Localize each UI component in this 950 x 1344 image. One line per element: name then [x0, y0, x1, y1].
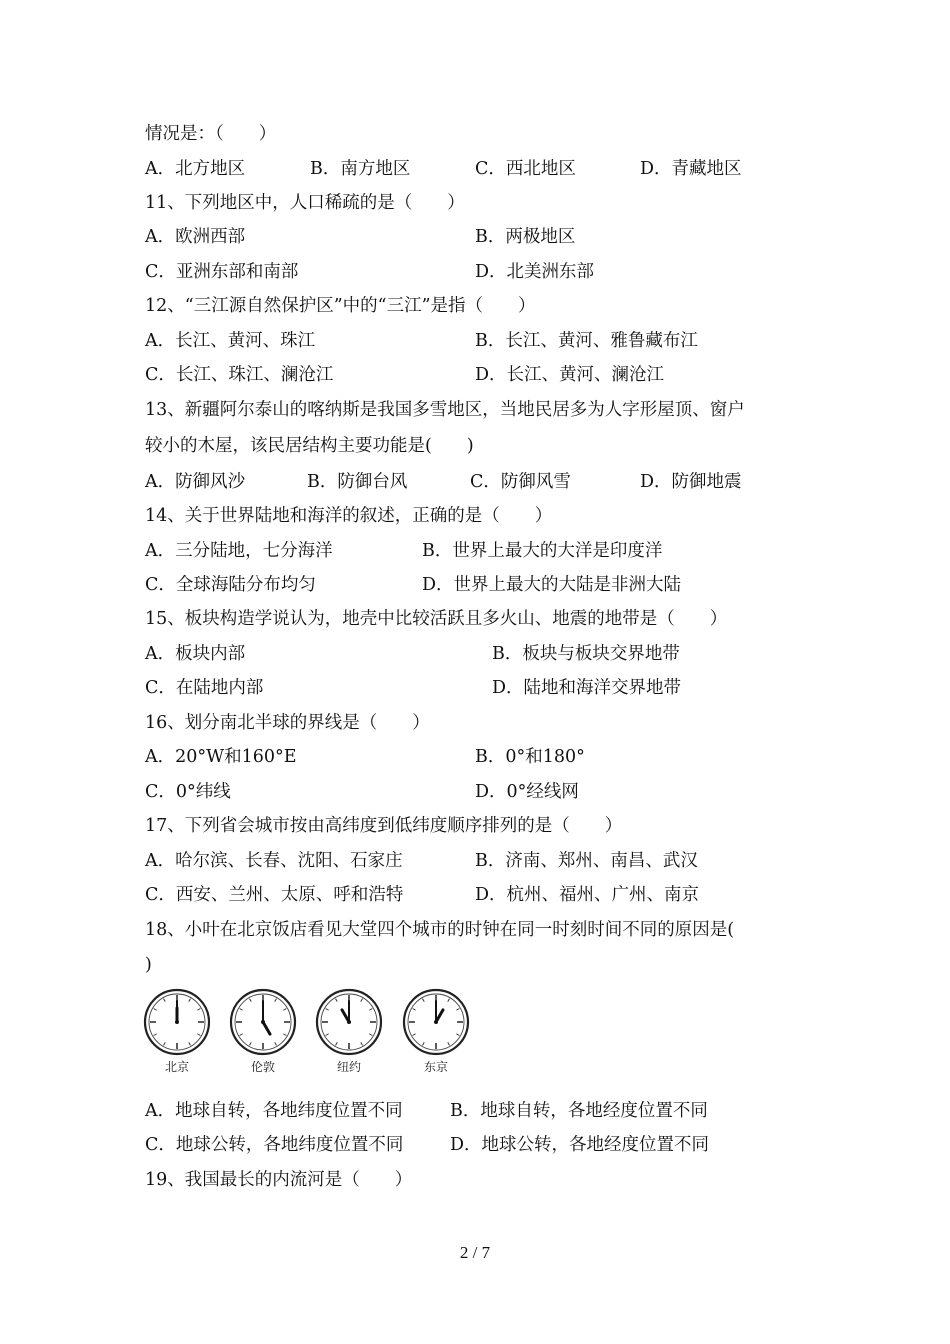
- q17-option-a: A．哈尔滨、长春、沈阳、石家庄: [145, 851, 403, 871]
- q16-option-b: B．0°和180°: [475, 747, 585, 767]
- q13-option-c: C．防御风雪: [470, 472, 571, 492]
- q12-option-b: B．长江、黄河、雅鲁藏布江: [475, 331, 698, 351]
- clock-beijing: [143, 988, 211, 1056]
- clock-center-pin: [347, 1020, 351, 1024]
- q11-option-a: A．欧洲西部: [145, 227, 246, 247]
- q12-option-c: C．长江、珠江、澜沧江: [145, 365, 334, 385]
- q14-option-b: B．世界上最大的大洋是印度洋: [422, 541, 663, 561]
- question-11-stem: 11、下列地区中，人口稀疏的是（ ）: [145, 193, 465, 213]
- q17-option-d: D．杭州、福州、广州、南京: [475, 885, 700, 905]
- question-18-stem-line1: 18、小叶在北京饭店看见大堂四个城市的时钟在同一时刻时间不同的原因是(: [145, 920, 735, 940]
- q15-option-d: D．陆地和海洋交界地带: [492, 678, 682, 698]
- q18-option-a: A．地球自转，各地纬度位置不同: [145, 1101, 403, 1121]
- question-19-stem: 19、我国最长的内流河是（ ）: [145, 1170, 413, 1190]
- q16-option-c: C．0°纬线: [145, 782, 231, 802]
- question-12-stem: 12、“三江源自然保护区”中的“三江”是指（ ）: [145, 296, 536, 316]
- question-13-stem-line1: 13、新疆阿尔泰山的喀纳斯是我国多雪地区，当地民居多为人字形屋顶、窗户: [145, 400, 745, 420]
- q15-option-c: C．在陆地内部: [145, 678, 264, 698]
- clock-label-new-york: 纽约: [336, 1060, 361, 1074]
- q15-option-a: A．板块内部: [145, 644, 246, 664]
- q12-option-d: D．长江、黄河、澜沧江: [475, 365, 665, 385]
- q13-option-d: D．防御地震: [640, 472, 742, 492]
- question-13-stem-line2: 较小的木屋，该民居结构主要功能是( ): [145, 436, 474, 456]
- q11-option-c: C．亚洲东部和南部: [145, 262, 299, 282]
- question-16-stem: 16、划分南北半球的界线是（ ）: [145, 713, 430, 733]
- q14-option-c: C．全球海陆分布均匀: [145, 575, 316, 595]
- q18-option-b: B．地球自转，各地经度位置不同: [450, 1101, 708, 1121]
- q13-option-b: B．防御台风: [307, 472, 408, 492]
- clock-new-york: [315, 988, 383, 1056]
- q10-option-b: B．南方地区: [310, 159, 411, 179]
- clock-london: [229, 988, 297, 1056]
- q12-option-a: A．长江、黄河、珠江: [145, 331, 316, 351]
- question-17-stem: 17、下列省会城市按由高纬度到低纬度顺序排列的是（ ）: [145, 816, 623, 836]
- q14-option-d: D．世界上最大的大陆是非洲大陆: [422, 575, 682, 595]
- clock-center-pin: [175, 1020, 179, 1024]
- clock-label-tokyo: 东京: [423, 1060, 448, 1074]
- question-15-stem: 15、板块构造学说认为，地壳中比较活跃且多火山、地震的地带是（ ）: [145, 609, 728, 629]
- q18-option-c: C．地球公转，各地纬度位置不同: [145, 1135, 404, 1155]
- q15-option-b: B．板块与板块交界地带: [492, 644, 680, 664]
- q11-option-d: D．北美洲东部: [475, 262, 595, 282]
- q16-option-a: A．20°W和160°E: [145, 747, 297, 767]
- q17-option-c: C．西安、兰州、太原、呼和浩特: [145, 885, 404, 905]
- page-number: 2 / 7: [459, 1243, 491, 1262]
- q10-option-a: A．北方地区: [145, 159, 246, 179]
- clock-center-pin: [261, 1020, 265, 1024]
- question-10-stem-tail: 情况是：（ ）: [145, 124, 277, 144]
- q10-option-c: C．西北地区: [475, 159, 576, 179]
- q18-option-d: D．地球公转，各地经度位置不同: [450, 1135, 710, 1155]
- q11-option-b: B．两极地区: [475, 227, 576, 247]
- q16-option-d: D．0°经线网: [475, 782, 579, 802]
- clock-label-beijing: 北京: [164, 1060, 189, 1074]
- clock-center-pin: [434, 1020, 438, 1024]
- question-18-stem-line2: ): [145, 955, 152, 975]
- q17-option-b: B．济南、郑州、南昌、武汉: [475, 851, 698, 871]
- q14-option-a: A．三分陆地，七分海洋: [145, 541, 333, 561]
- question-14-stem: 14、关于世界陆地和海洋的叙述，正确的是（ ）: [145, 506, 553, 526]
- q13-option-a: A．防御风沙: [145, 472, 246, 492]
- clock-label-london: 伦敦: [250, 1060, 275, 1074]
- q10-option-d: D．青藏地区: [640, 159, 742, 179]
- clock-tokyo: [402, 988, 470, 1056]
